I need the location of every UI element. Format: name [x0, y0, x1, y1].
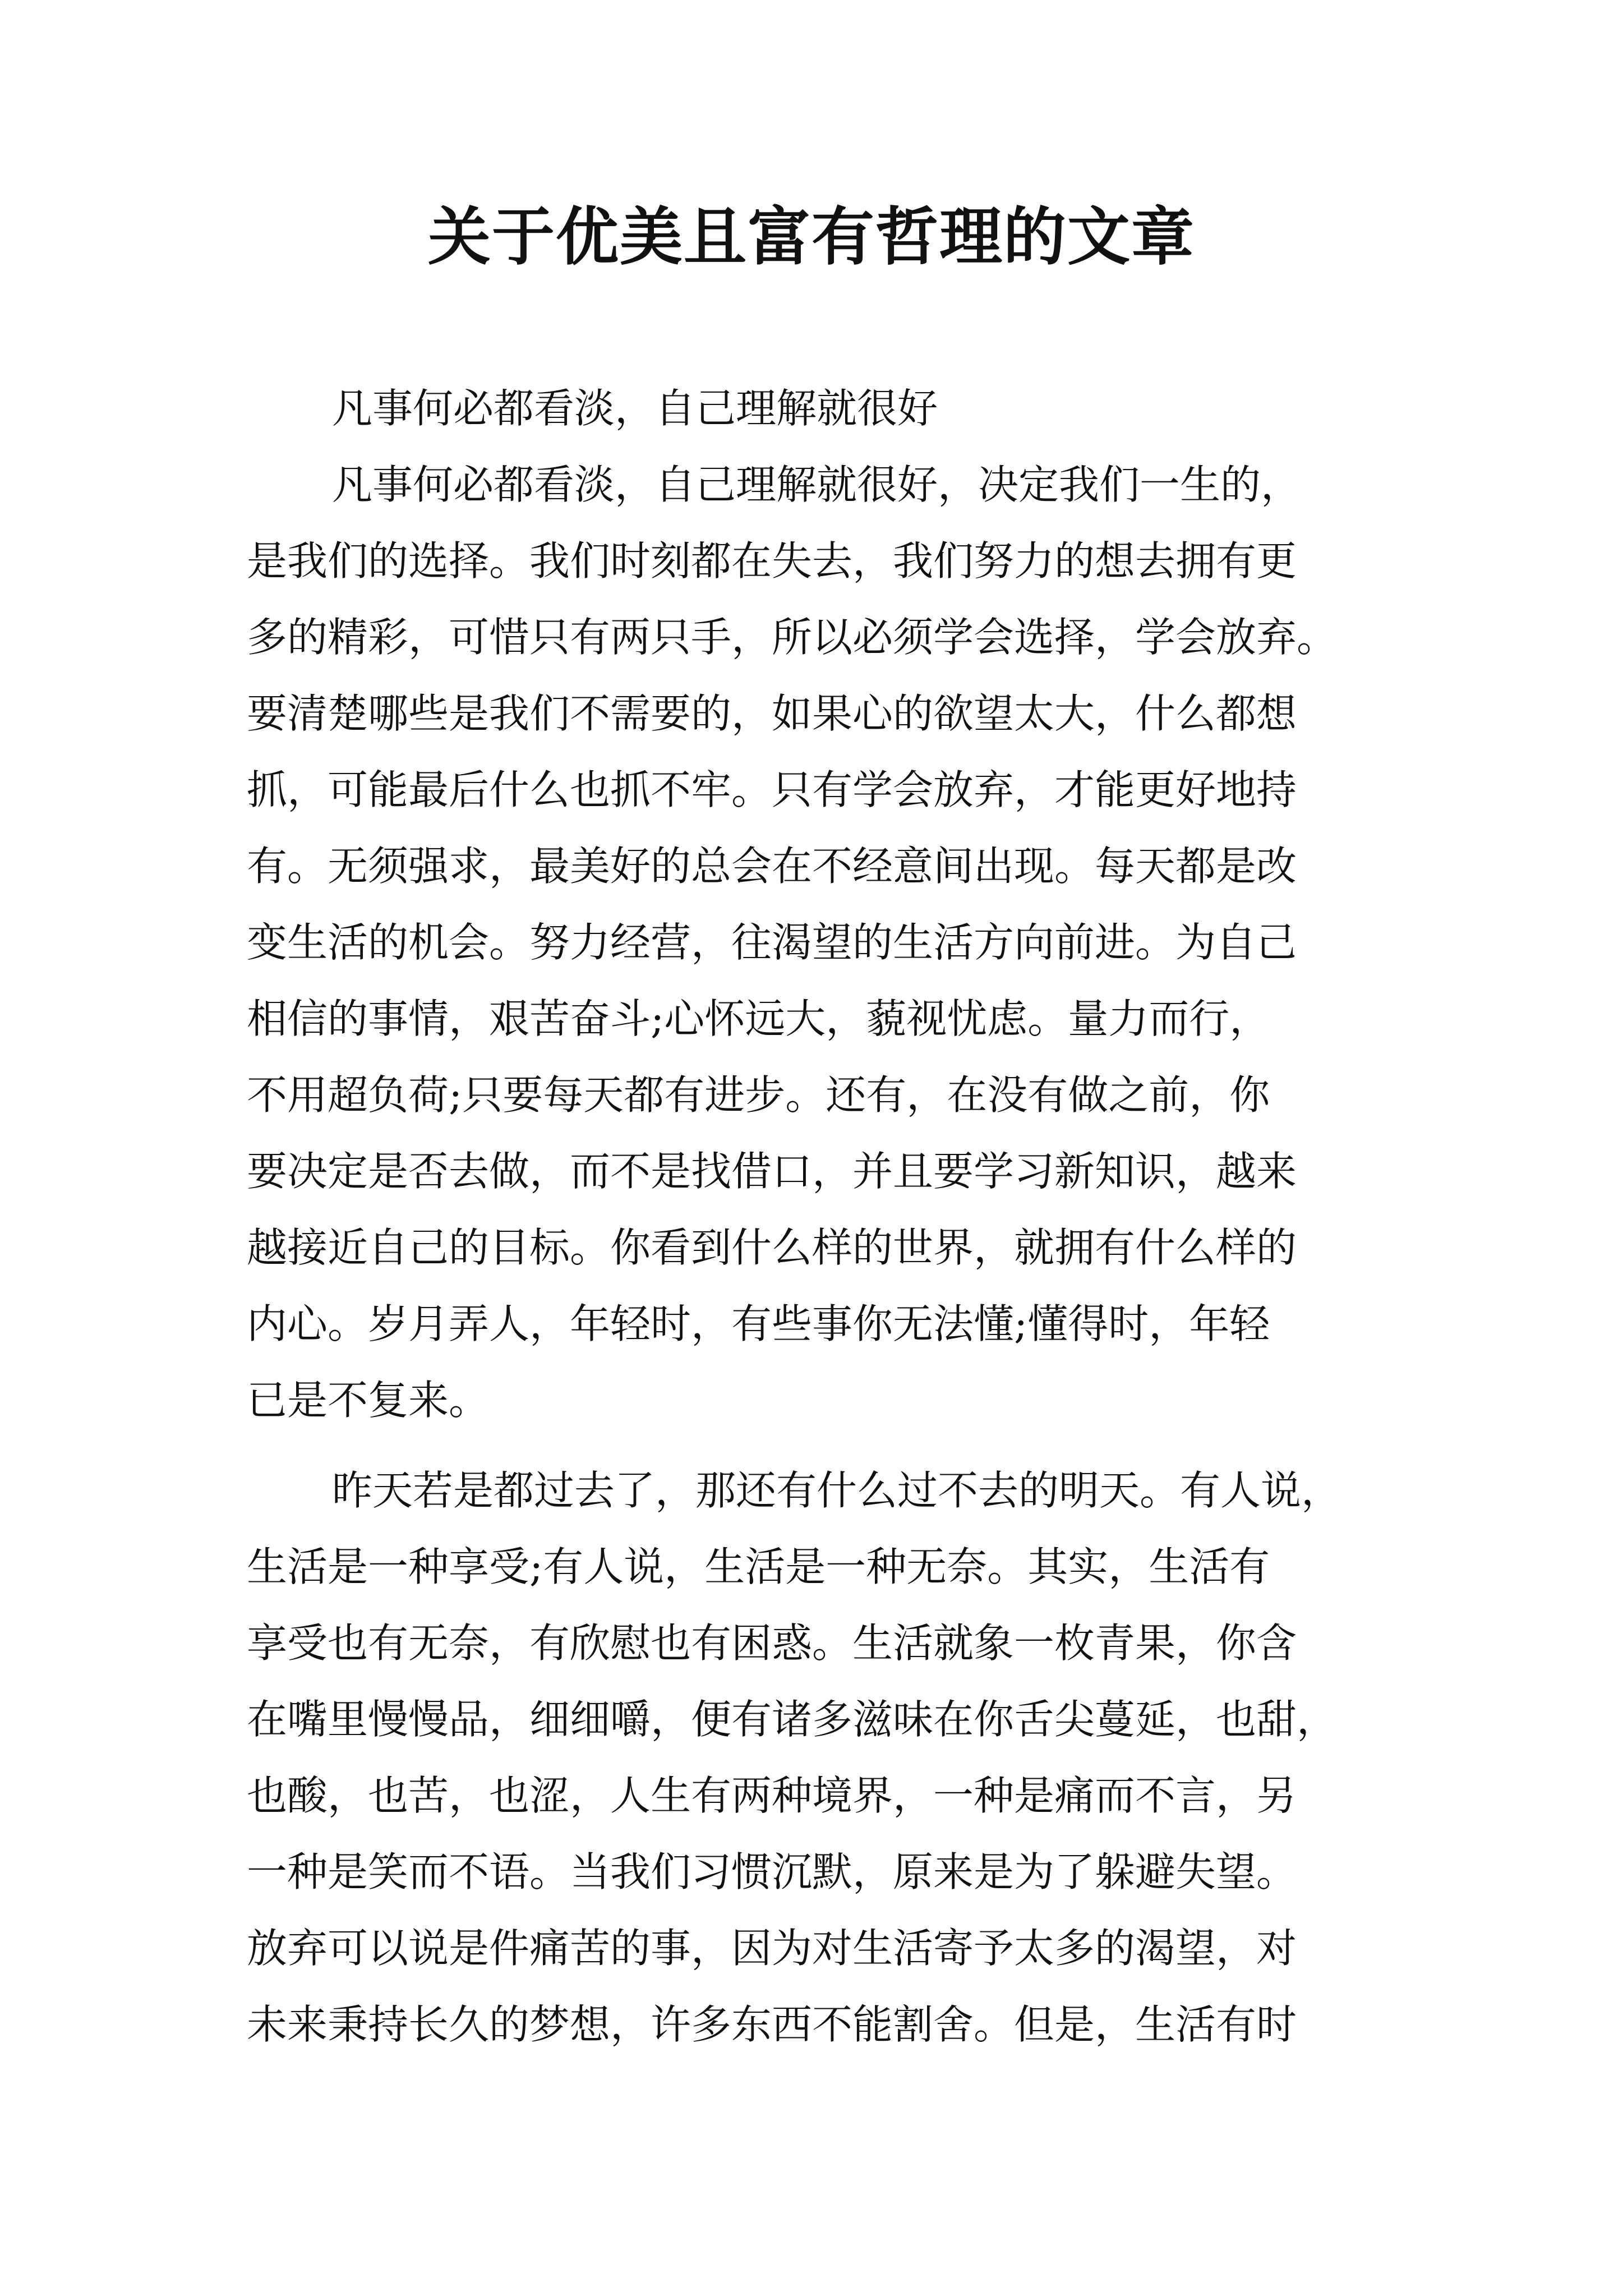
paragraph-line: 也酸，也苦，也涩，人生有两种境界，一种是痛而不言，另 — [247, 1772, 1297, 1819]
paragraph-line: 内心。岁月弄人，年轻时，有些事你无法懂;懂得时，年轻 — [247, 1300, 1270, 1347]
paragraph-line: 多的精彩，可惜只有两只手，所以必须学会选择，学会放弃。 — [247, 614, 1338, 661]
document-body — [247, 370, 1447, 2063]
paragraph-line: 昨天若是都过去了，那还有什么过不去的明天。有人说， — [332, 1467, 1342, 1514]
paragraph-2 — [247, 1452, 1447, 2063]
document-title: 关于优美且富有哲理的文章 — [428, 200, 1195, 274]
paragraph-line: 变生活的机会。努力经营，往渴望的生活方向前进。为自己 — [247, 919, 1297, 966]
paragraph-line: 相信的事情，艰苦奋斗;心怀远大，藐视忧虑。量力而行， — [247, 995, 1270, 1042]
paragraph-line: 凡事何必都看淡，自己理解就很好，决定我们一生的， — [332, 461, 1302, 508]
section-heading: 凡事何必都看淡，自己理解就很好 — [332, 385, 938, 432]
paragraph-line: 在嘴里慢慢品，细细嚼，便有诸多滋味在你舌尖蔓延，也甜， — [247, 1696, 1338, 1743]
paragraph-line: 越接近自己的目标。你看到什么样的世界，就拥有什么样的 — [247, 1224, 1297, 1271]
paragraph-line: 有。无须强求，最美好的总会在不经意间出现。每天都是改 — [247, 843, 1297, 890]
paragraph-line: 要清楚哪些是我们不需要的，如果心的欲望太大，什么都想 — [247, 690, 1297, 737]
paragraph-line: 享受也有无奈，有欣慰也有困惑。生活就象一枚青果，你含 — [247, 1619, 1297, 1667]
paragraph-1 — [247, 447, 1447, 1438]
paragraph-line: 生活是一种享受;有人说，生活是一种无奈。其实，生活有 — [247, 1543, 1270, 1590]
paragraph-line: 不用超负荷;只要每天都有进步。还有，在没有做之前，你 — [247, 1071, 1270, 1119]
paragraph-line: 已是不复来。 — [247, 1377, 490, 1424]
paragraph-line: 是我们的选择。我们时刻都在失去，我们努力的想去拥有更 — [247, 537, 1297, 585]
paragraph-line: 一种是笑而不语。当我们习惯沉默，原来是为了躲避失望。 — [247, 1848, 1297, 1895]
paragraph-line: 要决定是否去做，而不是找借口，并且要学习新知识，越来 — [247, 1148, 1297, 1195]
paragraph-line: 放弃可以说是件痛苦的事，因为对生活寄予太多的渴望，对 — [247, 1925, 1297, 1972]
paragraph-line: 抓，可能最后什么也抓不牢。只有学会放弃，才能更好地持 — [247, 766, 1297, 813]
paragraph-line: 未来秉持长久的梦想，许多东西不能割舍。但是，生活有时 — [247, 2001, 1297, 2048]
paragraph-spacing — [247, 1438, 1447, 1452]
